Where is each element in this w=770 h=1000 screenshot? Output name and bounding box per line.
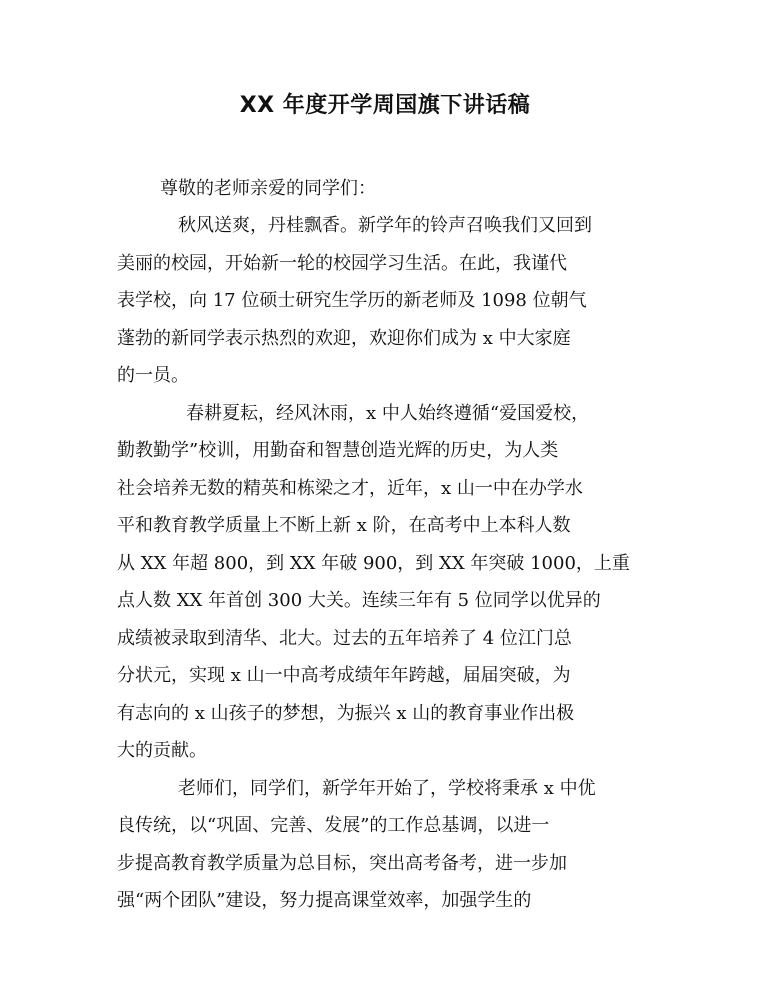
paragraph-line: 点人数 XX 年首创 300 大关。连续三年有 5 位同学以优异的 — [117, 590, 601, 611]
document-title: XX 年度开学周国旗下讲话稿 — [239, 93, 531, 118]
paragraph-line: 从 XX 年超 800，到 XX 年破 900，到 XX 年突破 1000，上重 — [117, 553, 630, 574]
salutation-line: 尊敬的老师亲爱的同学们： — [160, 178, 376, 199]
paragraph-line: 步提高教育教学质量为总目标，突出高考备考，进一步加 — [117, 853, 567, 874]
paragraph-line: 分状元，实现 x 山一中高考成绩年年跨越，届届突破，为 — [117, 665, 571, 686]
paragraph-line: 的一员。 — [117, 365, 189, 386]
paragraph-line: 强“两个团队”建设，努力提高课堂效率，加强学生的 — [117, 890, 532, 911]
paragraph-line: 勤教勤学”校训，用勤奋和智慧创造光辉的历史，为人类 — [117, 440, 559, 461]
paragraph-line: 美丽的校园，开始新一轮的校园学习生活。在此，我谨代 — [117, 253, 567, 274]
paragraph-line: 社会培养无数的精英和栋梁之才，近年，x 山一中在办学水 — [117, 478, 583, 499]
paragraph-line: 成绩被录取到清华、北大。过去的五年培养了 4 位江门总 — [117, 628, 572, 649]
paragraph-line: 平和教育教学质量上不断上新 x 阶，在高考中上本科人数 — [117, 515, 571, 536]
paragraph-line: 有志向的 x 山孩子的梦想，为振兴 x 山的教育事业作出极 — [117, 703, 575, 724]
paragraph-line: 老师们，同学们，新学年开始了，学校将秉承 x 中优 — [178, 778, 596, 799]
paragraph-line: 表学校，向 17 位硕士研究生学历的新老师及 1098 位朝气 — [117, 290, 587, 311]
paragraph-line: 秋风送爽，丹桂飘香。新学年的铃声召唤我们又回到 — [178, 215, 592, 236]
paragraph-line: 春耕夏耘，经风沐雨，x 中人始终遵循“爱国爱校， — [186, 403, 590, 424]
paragraph-line: 良传统，以“巩固、完善、发展”的工作总基调，以进一 — [117, 815, 550, 836]
paragraph-line: 蓬勃的新同学表示热烈的欢迎，欢迎你们成为 x 中大家庭 — [117, 328, 571, 349]
paragraph-line: 大的贡献。 — [117, 740, 207, 761]
